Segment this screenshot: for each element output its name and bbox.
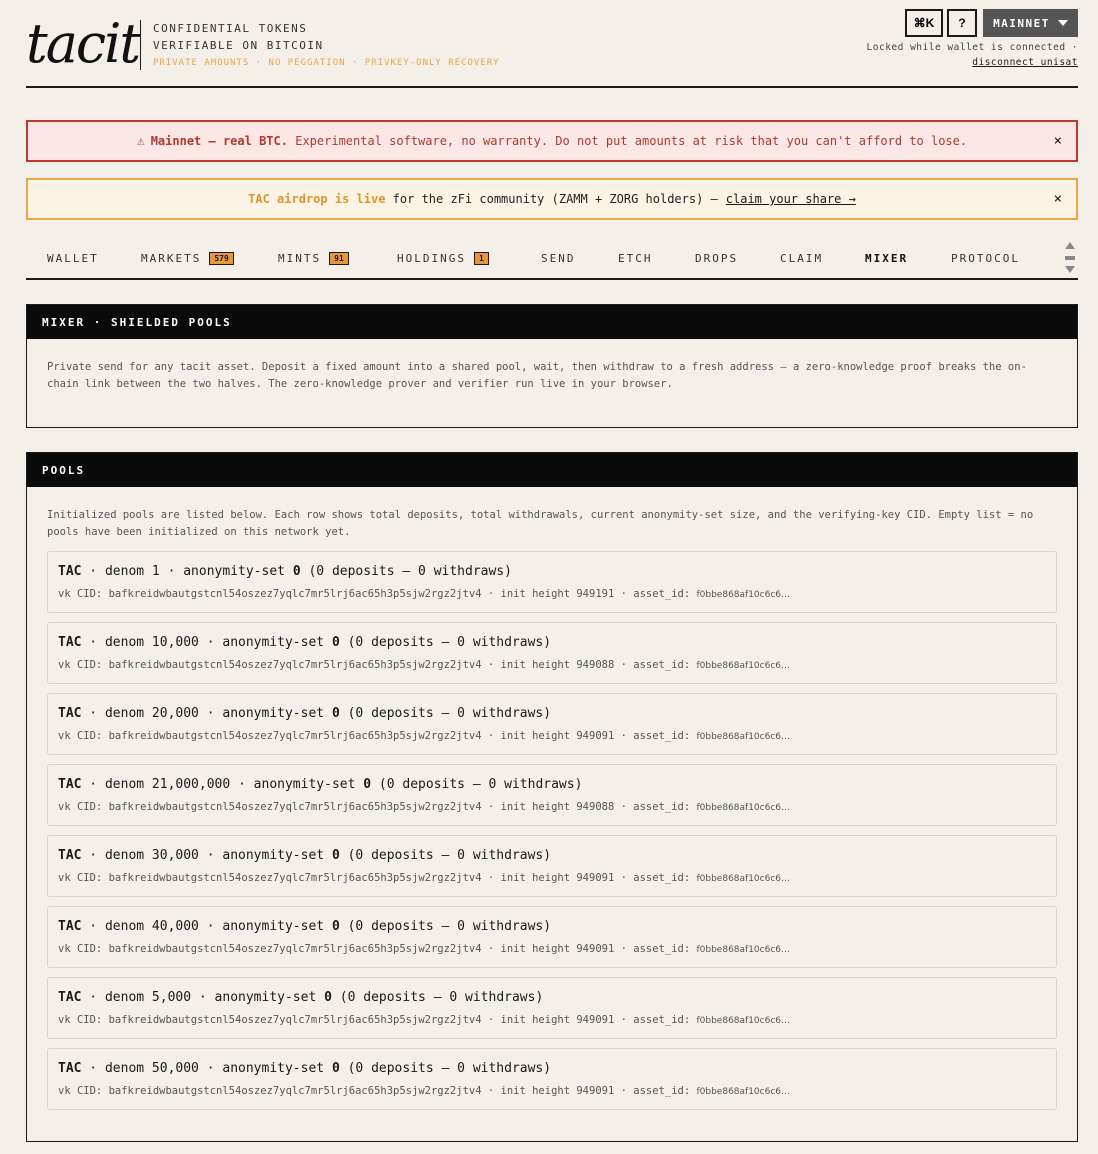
pool-vk-cid: vk CID: bafkreidwbautgstcnl54oszez7yqlc7mr5lrj6ac65h3p5sjw2rgz2jtv4 · init height 949091 · asset_id: [58, 1014, 697, 1026]
help-button[interactable]: ? [947, 9, 977, 37]
pool-denom: · denom 5,000 · anonymity-set [81, 990, 325, 1005]
tab-claim[interactable] [780, 252, 823, 265]
tab-label: DROPS [695, 252, 739, 265]
pool-row[interactable] [47, 622, 1057, 684]
pool-title [58, 706, 551, 721]
tab-protocol[interactable] [951, 252, 1020, 265]
pool-meta [58, 659, 790, 671]
pools-description: Initialized pools are listed below. Each row shows total deposits, total withdrawals, current anonymity-set size, and the verifying-key CID. Empty list = no pools have been initialized on this network yet. [47, 509, 1034, 538]
pool-denom: · denom 30,000 · anonymity-set [81, 848, 332, 863]
pool-meta [58, 943, 790, 955]
tab-label: MINTS [278, 252, 322, 265]
tagline-secondary: VERIFIABLE ON BITCOIN [153, 39, 324, 52]
pool-row[interactable] [47, 764, 1057, 826]
pool-vk-cid: vk CID: bafkreidwbautgstcnl54oszez7yqlc7mr5lrj6ac65h3p5sjw2rgz2jtv4 · init height 949091 · asset_id: [58, 943, 697, 955]
mixer-panel [26, 304, 1078, 428]
tagline-primary: CONFIDENTIAL TOKENS [153, 22, 308, 35]
pool-anonymity-set: 0 [363, 777, 372, 792]
disconnect-wallet-link[interactable]: disconnect unisat [972, 57, 1078, 68]
tab-etch[interactable] [618, 252, 653, 265]
count-badge: 91 [329, 252, 349, 265]
pools-panel [26, 452, 1078, 1142]
pool-asset-id: f0bbe868af10c6c6… [696, 1087, 791, 1097]
tab-send[interactable] [541, 252, 576, 265]
pool-asset: TAC [58, 1061, 82, 1076]
pool-title [58, 848, 551, 863]
pool-asset-id: f0bbe868af10c6c6… [696, 590, 791, 600]
network-selector[interactable] [983, 9, 1078, 37]
pool-denom: · denom 20,000 · anonymity-set [81, 706, 332, 721]
chevron-down-icon [1058, 20, 1068, 26]
pool-anonymity-set: 0 [331, 706, 340, 721]
pool-vk-cid: vk CID: bafkreidwbautgstcnl54oszez7yqlc7mr5lrj6ac65h3p5sjw2rgz2jtv4 · init height 949088 · asset_id: [58, 801, 697, 813]
pool-anonymity-set: 0 [292, 564, 301, 579]
panel-title: POOLS [27, 453, 1077, 487]
tab-drops[interactable] [695, 252, 738, 265]
pool-counts: (0 deposits – 0 withdraws) [339, 919, 552, 934]
airdrop-highlight: TAC airdrop is live [248, 192, 386, 206]
pool-asset: TAC [58, 919, 82, 934]
pool-meta [58, 801, 790, 813]
tagline-features: PRIVATE AMOUNTS · NO PEGGATION · PRIVKEY-ONLY RECOVERY [153, 58, 500, 68]
tab-label: WALLET [47, 252, 99, 265]
pool-row[interactable] [47, 835, 1057, 897]
pool-counts: (0 deposits – 0 withdraws) [339, 706, 552, 721]
pool-meta [58, 588, 790, 600]
tab-label: MIXER [865, 252, 909, 265]
main-tabs [26, 240, 1078, 280]
scroll-thumb[interactable] [1065, 256, 1075, 260]
tab-label: ETCH [618, 252, 653, 265]
scroll-up-icon[interactable] [1065, 242, 1075, 249]
pool-row[interactable] [47, 977, 1057, 1039]
tab-wallet[interactable] [47, 252, 99, 265]
pool-title [58, 777, 582, 792]
pool-title [58, 635, 551, 650]
pool-title [58, 990, 543, 1005]
pool-meta [58, 872, 790, 884]
pool-counts: (0 deposits – 0 withdraws) [339, 635, 552, 650]
pool-denom: · denom 21,000,000 · anonymity-set [81, 777, 364, 792]
close-icon[interactable]: × [1053, 191, 1062, 207]
close-icon[interactable]: × [1053, 133, 1062, 149]
pool-counts: (0 deposits – 0 withdraws) [331, 990, 544, 1005]
count-badge: 1 [474, 252, 489, 265]
pool-asset-id: f0bbe868af10c6c6… [696, 803, 791, 813]
pool-title [58, 919, 551, 934]
pool-asset: TAC [58, 635, 82, 650]
pool-row[interactable] [47, 906, 1057, 968]
pool-asset-id: f0bbe868af10c6c6… [696, 874, 791, 884]
pool-title [58, 564, 512, 579]
tabs-scrollbar[interactable] [1064, 240, 1076, 278]
count-badge: 579 [209, 252, 233, 265]
panel-title: MIXER · SHIELDED POOLS [27, 305, 1077, 339]
claim-share-link[interactable]: claim your share → [725, 192, 856, 206]
pool-anonymity-set: 0 [331, 635, 340, 650]
pool-asset: TAC [58, 848, 82, 863]
mixer-description: Private send for any tacit asset. Deposit a fixed amount into a shared pool, wait, then withdraw to a fresh address — a zero-knowledge proof breaks the on-chain link between the two halves. The zero-knowledge prover and verifier run live in your browser. [47, 361, 1027, 390]
pool-denom: · denom 10,000 · anonymity-set [81, 635, 332, 650]
tab-label: SEND [541, 252, 576, 265]
pool-denom: · denom 1 · anonymity-set [81, 564, 293, 579]
tab-mints[interactable] [278, 252, 349, 265]
app-header [26, 14, 1078, 88]
tab-mixer[interactable] [865, 252, 908, 265]
pool-asset-id: f0bbe868af10c6c6… [696, 945, 791, 955]
logo[interactable]: tacit [26, 12, 140, 75]
pool-vk-cid: vk CID: bafkreidwbautgstcnl54oszez7yqlc7mr5lrj6ac65h3p5sjw2rgz2jtv4 · init height 949091 · asset_id: [58, 872, 697, 884]
pool-meta [58, 1085, 790, 1097]
pool-asset-id: f0bbe868af10c6c6… [696, 661, 791, 671]
tab-label: HOLDINGS [397, 252, 466, 265]
mainnet-warning-strong: Mainnet — real BTC. [150, 134, 288, 148]
pool-title [58, 1061, 551, 1076]
logo-divider [140, 20, 141, 70]
pool-row[interactable] [47, 1048, 1057, 1110]
pool-anonymity-set: 0 [331, 1061, 340, 1076]
pool-denom: · denom 40,000 · anonymity-set [81, 919, 332, 934]
tab-holdings[interactable] [397, 252, 489, 265]
pool-vk-cid: vk CID: bafkreidwbautgstcnl54oszez7yqlc7mr5lrj6ac65h3p5sjw2rgz2jtv4 · init height 949091 · asset_id: [58, 1085, 697, 1097]
pool-asset: TAC [58, 706, 82, 721]
pool-row[interactable] [47, 551, 1057, 613]
network-label: MAINNET [993, 16, 1050, 30]
pool-meta [58, 1014, 790, 1026]
airdrop-text: for the zFi community (ZAMM + ZORG holders) — [392, 192, 718, 206]
pool-vk-cid: vk CID: bafkreidwbautgstcnl54oszez7yqlc7mr5lrj6ac65h3p5sjw2rgz2jtv4 · init height 949088 · asset_id: [58, 659, 697, 671]
pool-row[interactable] [47, 693, 1057, 755]
tab-label: CLAIM [780, 252, 824, 265]
pool-counts: (0 deposits – 0 withdraws) [339, 848, 552, 863]
pool-counts: (0 deposits – 0 withdraws) [371, 777, 583, 792]
mainnet-warning-text: Experimental software, no warranty. Do not put amounts at risk that you can't afford to lose. [295, 134, 968, 148]
pool-anonymity-set: 0 [331, 919, 340, 934]
warning-icon: ⚠ [136, 133, 145, 149]
pool-anonymity-set: 0 [331, 848, 340, 863]
scroll-down-icon[interactable] [1065, 266, 1075, 273]
pool-asset: TAC [58, 990, 82, 1005]
pool-asset: TAC [58, 564, 82, 579]
pool-vk-cid: vk CID: bafkreidwbautgstcnl54oszez7yqlc7mr5lrj6ac65h3p5sjw2rgz2jtv4 · init height 949091 · asset_id: [58, 730, 697, 742]
pool-denom: · denom 50,000 · anonymity-set [81, 1061, 332, 1076]
command-palette-button[interactable]: ⌘K [905, 9, 943, 37]
pool-counts: (0 deposits – 0 withdraws) [339, 1061, 552, 1076]
pool-asset-id: f0bbe868af10c6c6… [696, 1016, 791, 1026]
pool-asset-id: f0bbe868af10c6c6… [696, 732, 791, 742]
mainnet-warning-banner [26, 120, 1078, 162]
pool-counts: (0 deposits – 0 withdraws) [300, 564, 512, 579]
pool-meta [58, 730, 790, 742]
tab-markets[interactable] [141, 252, 234, 265]
network-locked-note: Locked while wallet is connected · [866, 42, 1078, 53]
tab-label: MARKETS [141, 252, 202, 265]
pool-vk-cid: vk CID: bafkreidwbautgstcnl54oszez7yqlc7mr5lrj6ac65h3p5sjw2rgz2jtv4 · init height 949191 · asset_id: [58, 588, 697, 600]
pool-anonymity-set: 0 [324, 990, 332, 1005]
airdrop-banner [26, 178, 1078, 220]
tab-label: PROTOCOL [951, 252, 1020, 265]
pool-asset: TAC [58, 777, 82, 792]
